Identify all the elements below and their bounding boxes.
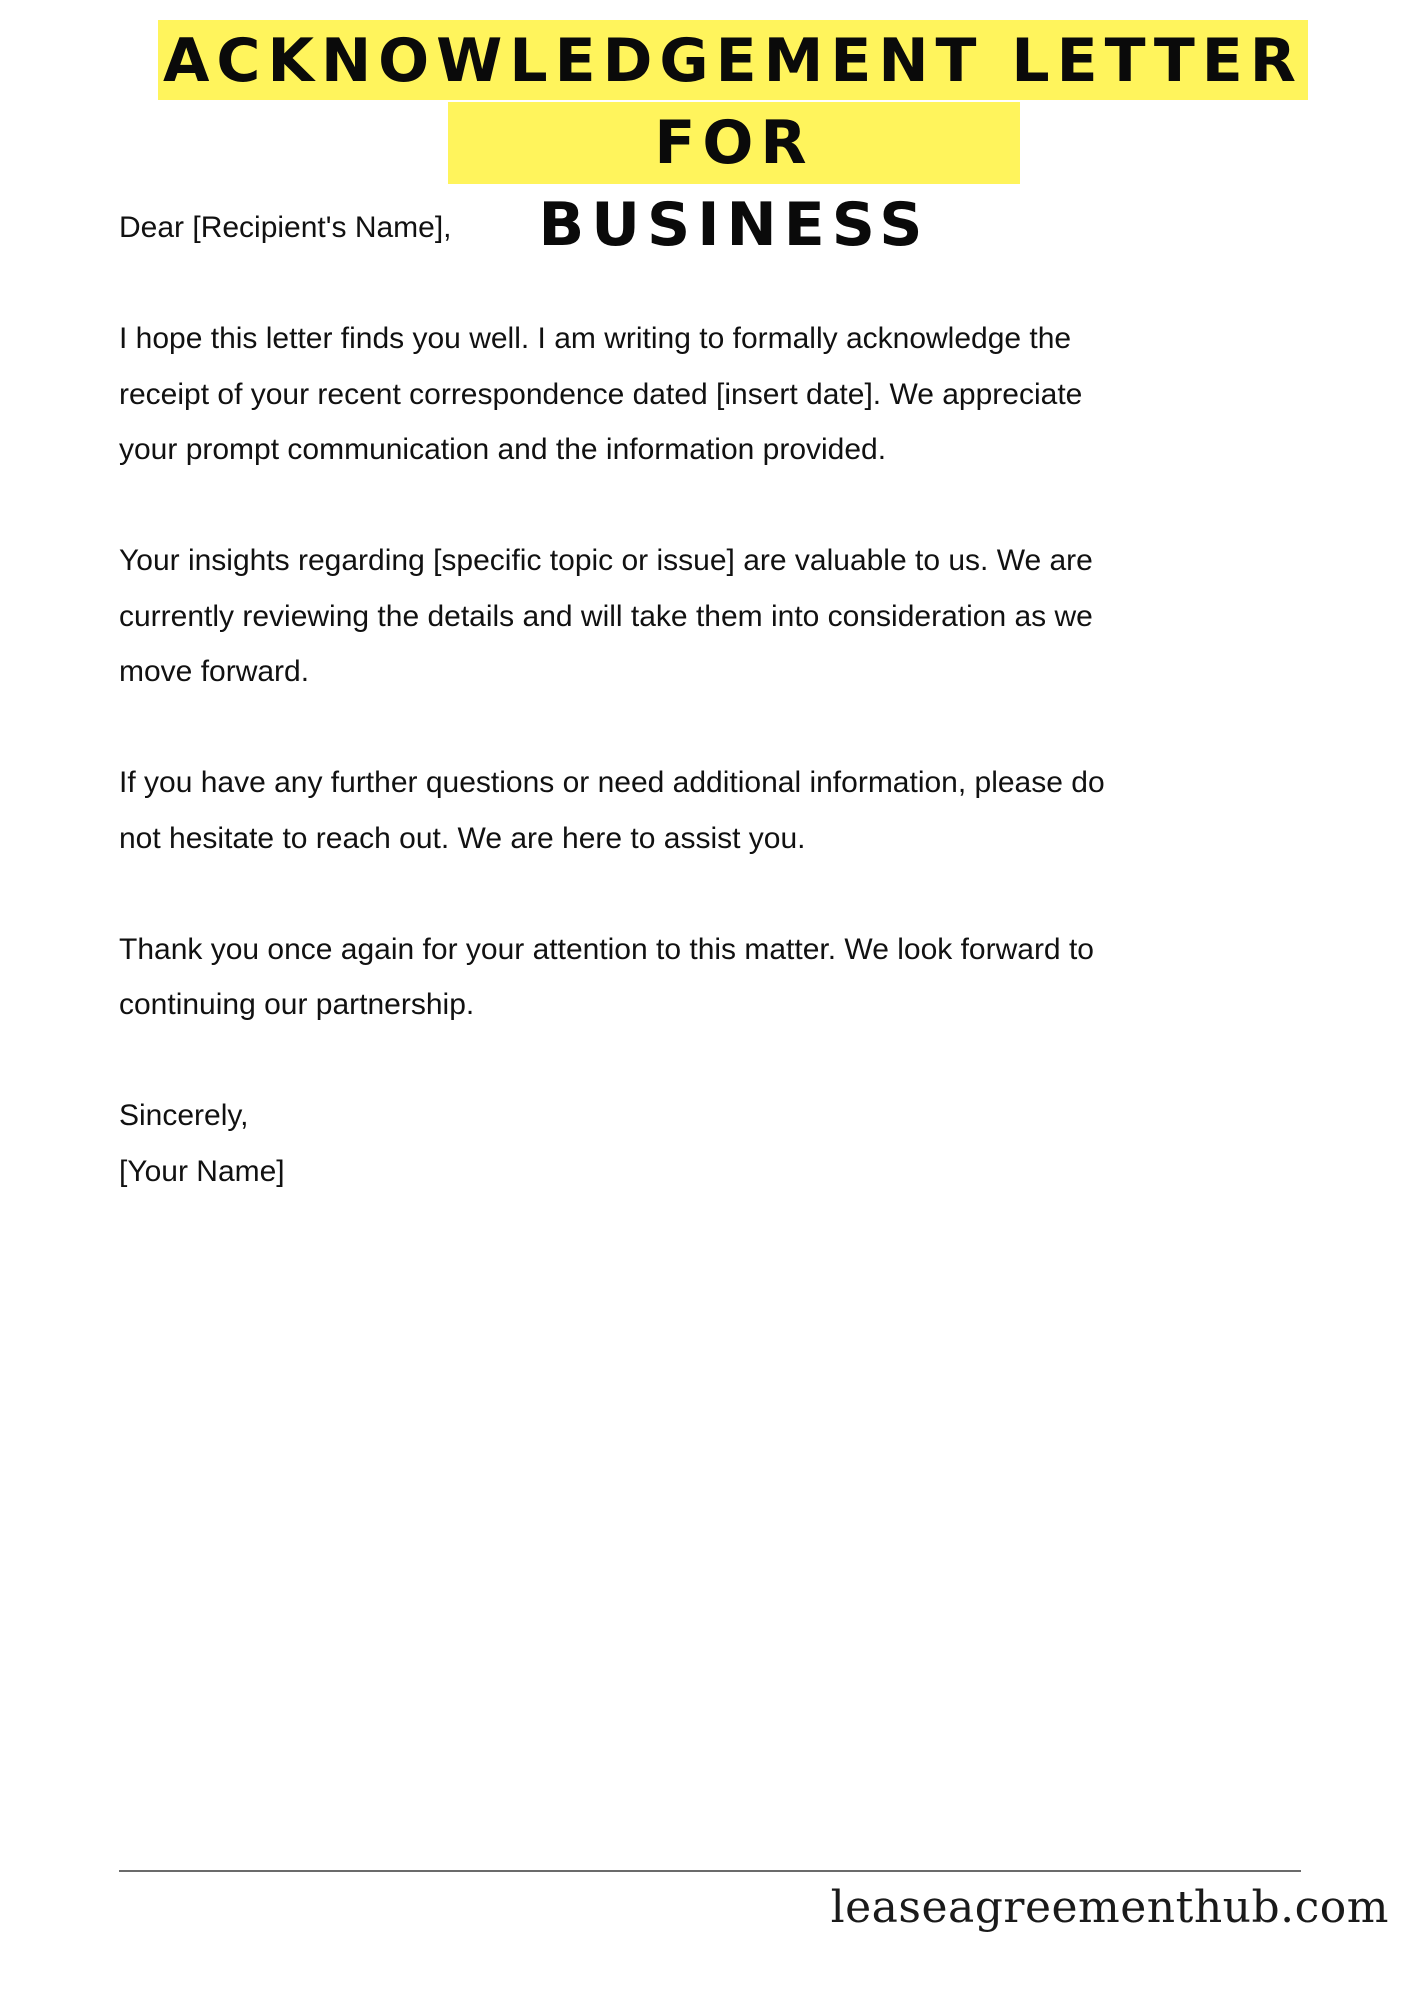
paragraph-line: receipt of your recent correspondence dated [insert date]. We appreciate — [119, 377, 1083, 411]
paragraph-4 — [119, 922, 1319, 1033]
paragraph-line: your prompt communication and the information provided. — [119, 433, 887, 466]
paragraph-line: If you have any further questions or need additional information, please do — [119, 766, 1105, 799]
paragraph-3 — [119, 755, 1319, 866]
paragraph-line: Your insights regarding [specific topic or issue] are valuable to us. We are — [119, 544, 1093, 577]
paragraph-line: move forward. — [119, 655, 310, 688]
paragraph-line: I hope this letter finds you well. I am writing to formally acknowledge the — [119, 322, 1072, 355]
footer-divider — [119, 1870, 1301, 1872]
paragraph-2 — [119, 533, 1319, 700]
paragraph-line: Thank you once again for your attention to this matter. We look forward to — [119, 932, 1094, 966]
signature-placeholder: [Your Name] — [119, 1154, 285, 1188]
paragraph-1 — [119, 311, 1319, 478]
title-line-1: ACKNOWLEDGEMENT LETTER — [158, 20, 1308, 100]
paragraph-line: continuing our partnership. — [119, 988, 475, 1021]
closing: Sincerely, — [119, 1099, 249, 1132]
salutation: Dear [Recipient's Name], — [119, 211, 452, 244]
paragraph-line: currently reviewing the details and will take them into consideration as we — [119, 599, 1093, 633]
letter-body — [119, 200, 1319, 1199]
footer-website: leaseagreementhub.com — [830, 1882, 1389, 1933]
paragraph-line: not hesitate to reach out. We are here to assist you. — [119, 821, 806, 855]
title-line-2: FOR BUSINESS — [448, 102, 1020, 184]
